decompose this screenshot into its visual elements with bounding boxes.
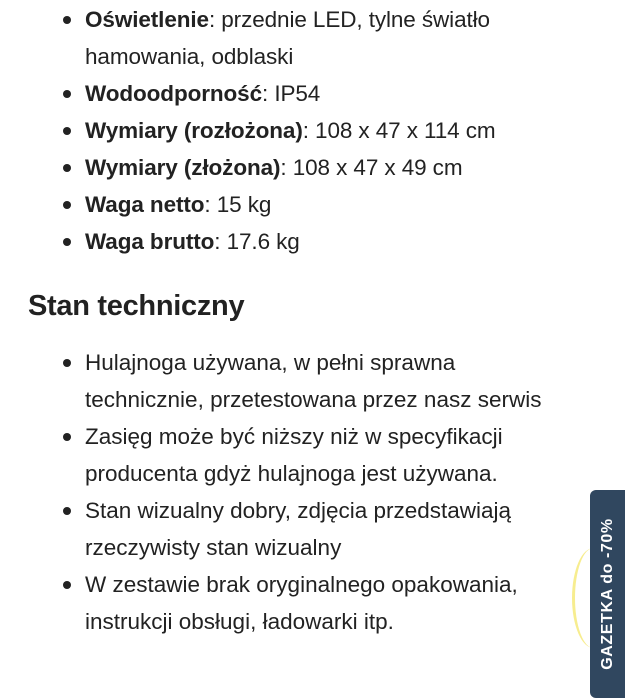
spec-item-dimensions-folded: Wymiary (złożona): 108 x 47 x 49 cm	[0, 149, 496, 186]
bullet-icon	[63, 507, 71, 515]
spec-value: 108 x 47 x 49 cm	[292, 155, 463, 180]
spec-item-lighting: Oświetlenie: przednie LED, tylne światło hamowania, odblaski	[0, 1, 496, 75]
spec-label: Oświetlenie	[85, 7, 209, 32]
promo-side-tab-label: GAZETKA do -70%	[598, 518, 616, 670]
condition-item: Stan wizualny dobry, zdjęcia przedstawiają rzeczywisty stan wizualny	[0, 492, 541, 566]
condition-item: Hulajnoga używana, w pełni sprawna technicznie, przetestowana przez nasz serwis	[0, 344, 541, 418]
spec-item-gross-weight: Waga brutto: 17.6 kg	[0, 223, 496, 260]
bullet-icon	[63, 164, 71, 172]
spec-list	[0, 1, 496, 260]
bullet-icon	[63, 127, 71, 135]
spec-value: przednie LED, tylne światło	[221, 7, 490, 32]
section-title: Stan techniczny	[28, 290, 245, 322]
spec-value: 17.6 kg	[226, 229, 300, 254]
spec-value: 15 kg	[216, 192, 272, 217]
bullet-icon	[63, 581, 71, 589]
bullet-icon	[63, 201, 71, 209]
spec-label: Wymiary (złożona)	[85, 155, 281, 180]
bullet-icon	[63, 433, 71, 441]
bullet-icon	[63, 359, 71, 367]
spec-value-continued: hamowania, odblaski	[85, 44, 294, 69]
condition-list	[0, 344, 541, 640]
spec-label: Waga brutto	[85, 229, 215, 254]
condition-item: Zasięg może być niższy niż w specyfikacji producenta gdyż hulajnoga jest używana.	[0, 418, 541, 492]
spec-value: IP54	[274, 81, 321, 106]
spec-item-net-weight: Waga netto: 15 kg	[0, 186, 496, 223]
spec-label: Waga netto	[85, 192, 205, 217]
bullet-icon	[63, 238, 71, 246]
bullet-icon	[63, 16, 71, 24]
spec-item-waterproof: Wodoodporność: IP54	[0, 75, 496, 112]
bullet-icon	[63, 90, 71, 98]
spec-label: Wodoodporność	[85, 81, 263, 106]
spec-item-dimensions-unfolded: Wymiary (rozłożona): 108 x 47 x 114 cm	[0, 112, 496, 149]
condition-item: W zestawie brak oryginalnego opakowania, instrukcji obsługi, ładowarki itp.	[0, 566, 541, 640]
spec-value: 108 x 47 x 114 cm	[315, 118, 496, 143]
spec-label: Wymiary (rozłożona)	[85, 118, 303, 143]
promo-side-tab[interactable]	[590, 490, 625, 698]
